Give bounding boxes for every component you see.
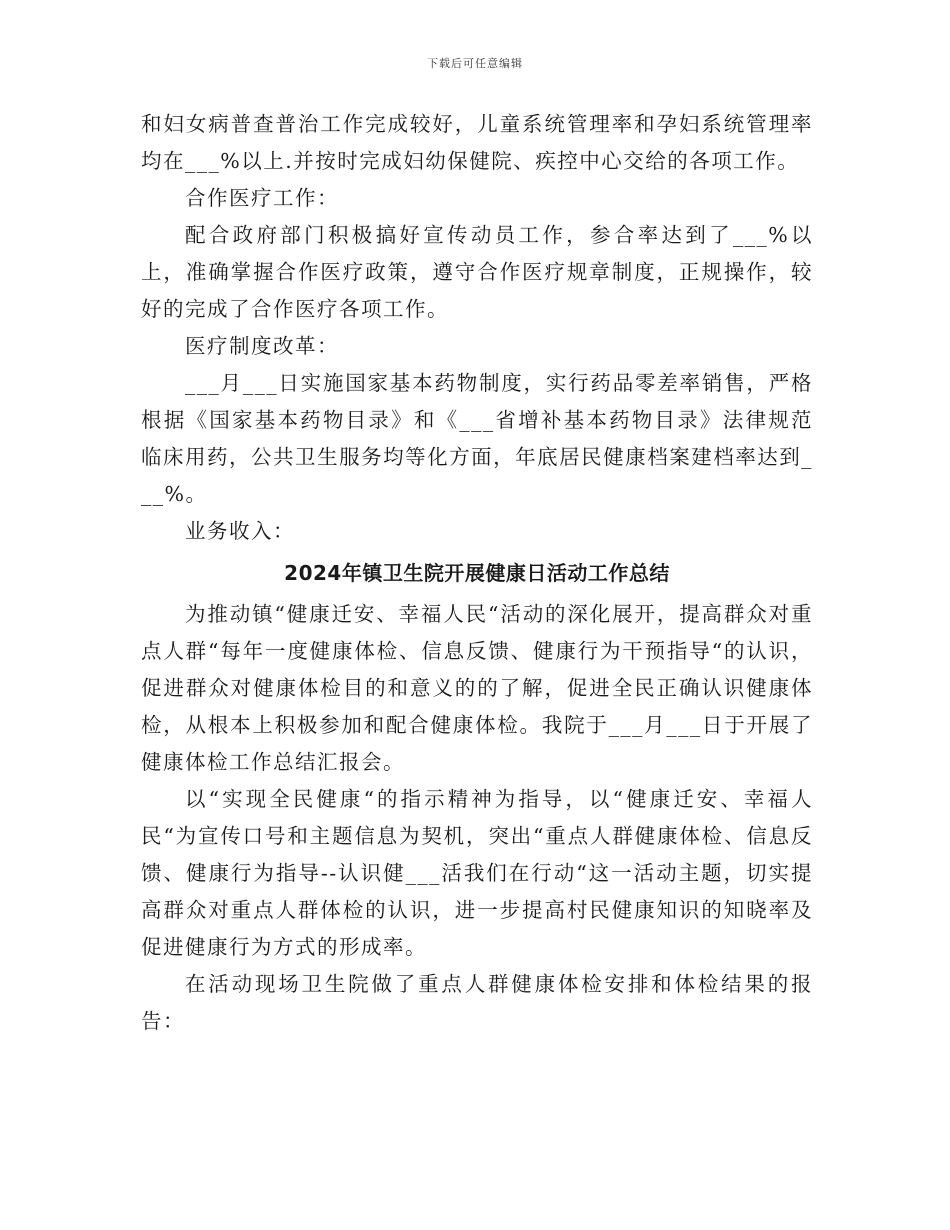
document-body	[141, 106, 813, 1040]
section-title: 2024年镇卫生院开展健康日活动工作总结	[284, 561, 670, 585]
page-header: 下载后可任意编辑	[427, 57, 523, 70]
heading-business-income: 业务收入：	[185, 519, 295, 543]
paragraph-cooperative-medical: 配合政府部门积极搞好宣传动员工作，参合率达到了___%以上，准确掌握合作医疗政策，遵守合作医疗规章制度，正规操作，较好的完成了合作医疗各项工作。	[141, 223, 813, 321]
paragraph-guidance: 以“实现全民健康“的指示精神为指导，以“健康迁安、幸福人民“为宣传口号和主题信息为契机，突出“重点人群健康体检、信息反馈、健康行为指导--认识健___活我们在行动“这一活动主题，切实提高群众对重点人群体检的认识，进一步提高村民健康知识的知晓率及促进健康行为方式的形成率。	[141, 787, 813, 959]
paragraph-intro: 为推动镇“健康迁安、幸福人民“活动的深化展开，提高群众对重点人群“每年一度健康体检、信息反馈、健康行为干预指导“的认识，促进群众对健康体检目的和意义的的了解，促进全民正确认识健康体检，从根本上积极参加和配合健康体检。我院于___月___日于开展了健康体检工作总结汇报会。	[141, 602, 813, 774]
paragraph-continuation: 和妇女病普查普治工作完成较好，儿童系统管理率和孕妇系统管理率均在___%以上.并按时完成妇幼保健院、疾控中心交给的各项工作。	[141, 112, 813, 173]
heading-medical-reform: 医疗制度改革：	[185, 334, 339, 358]
heading-cooperative-medical: 合作医疗工作：	[185, 186, 339, 210]
paragraph-medical-reform: ___月___日实施国家基本药物制度，实行药品零差率销售，严格根据《国家基本药物目录》和《___省增补基本药物目录》法律规范临床用药，公共卫生服务均等化方面，年底居民健康档案建档率达到___%。	[141, 371, 813, 506]
paragraph-onsite-report: 在活动现场卫生院做了重点人群健康体检安排和体检结果的报告：	[141, 972, 813, 1033]
